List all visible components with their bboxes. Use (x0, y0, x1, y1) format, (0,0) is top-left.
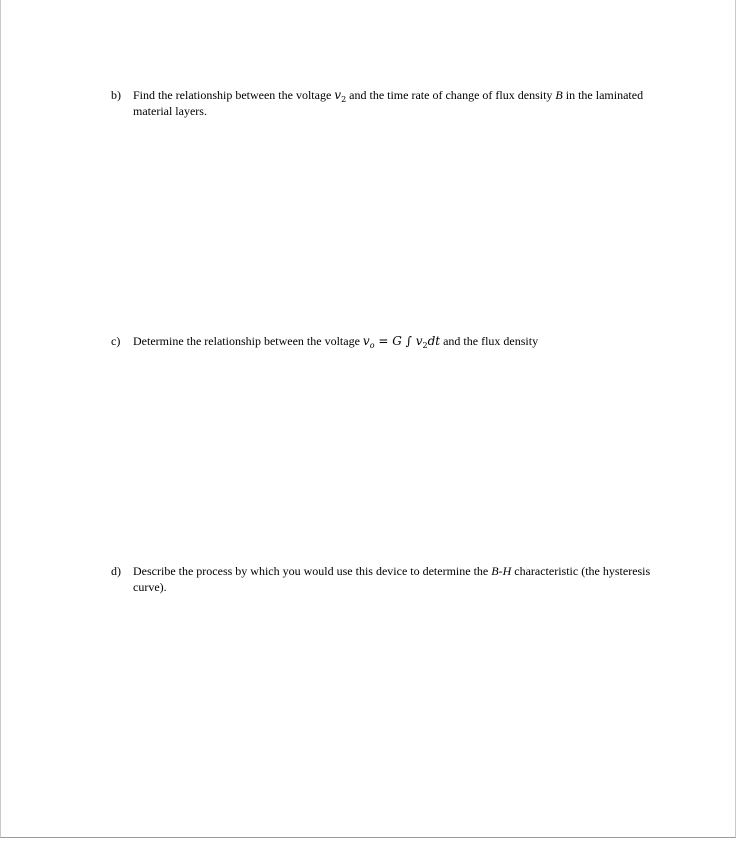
question-d (111, 563, 656, 595)
question-d-letter: d) (111, 564, 121, 578)
question-c-letter: c) (111, 334, 121, 348)
output-voltage-equation (363, 334, 440, 348)
voltage-v2 (334, 88, 346, 102)
gain-symbol: G (392, 334, 402, 348)
question-d-text (133, 563, 656, 595)
v2-symbol: v (415, 334, 423, 348)
question-b-text-3: in the laminated material layers. (133, 88, 644, 118)
v2-subscript: 2 (422, 341, 428, 350)
question-b-text-2: and the time rate of change of flux density (346, 88, 556, 102)
vo-subscript: o (369, 341, 375, 350)
equals-sign: = (374, 334, 393, 348)
voltage-v2-symbol: v (334, 88, 342, 102)
bh-symbol: B-H (491, 564, 512, 578)
question-c (111, 333, 656, 349)
dt-symbol: dt (427, 334, 441, 348)
question-b (111, 87, 656, 119)
integral-icon: ∫ (401, 334, 416, 348)
question-c-text-1: Determine the relationship between the voltage (133, 334, 363, 348)
question-d-text-2: characteristic (the hysteresis curve). (133, 564, 651, 594)
question-c-text-2: and the flux density (440, 334, 539, 348)
flux-density-symbol: B (555, 88, 563, 102)
question-b-letter: b) (111, 88, 121, 102)
question-c-text (133, 333, 656, 349)
vo-symbol: v (362, 334, 370, 348)
question-d-text-1: Describe the process by which you would use this device to determine the (133, 564, 492, 578)
voltage-v2-subscript: 2 (341, 95, 347, 104)
question-b-text (133, 87, 656, 119)
question-b-text-1: Find the relationship between the voltage (133, 88, 335, 102)
